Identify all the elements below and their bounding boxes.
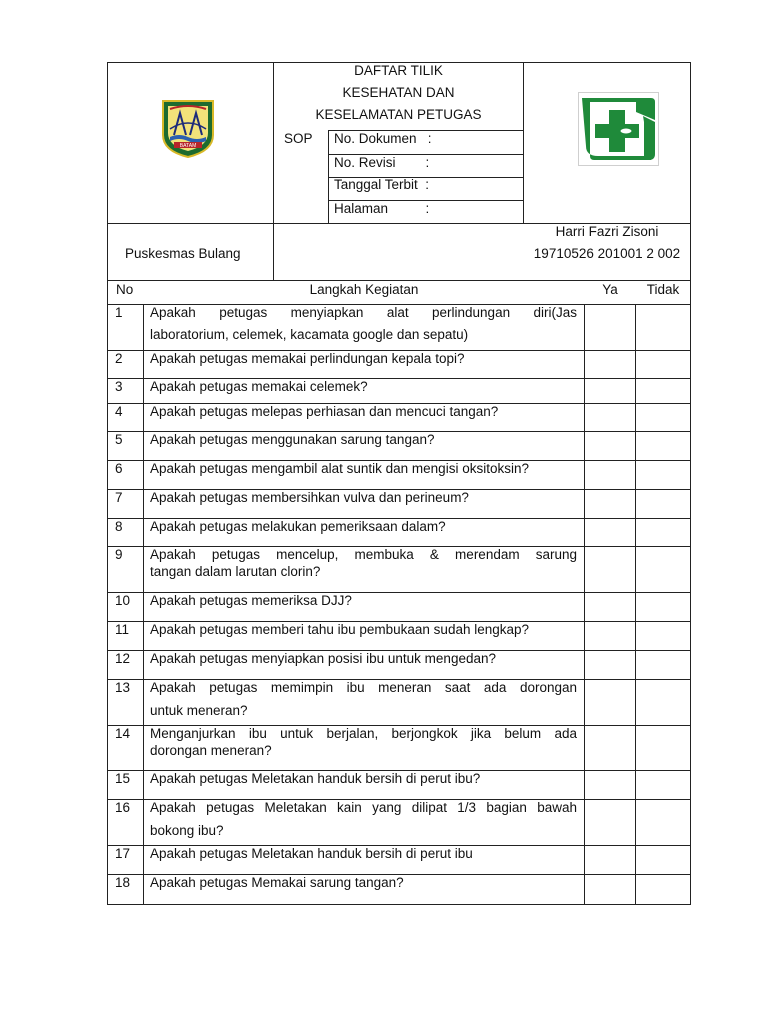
- frame-right-line: [690, 62, 691, 905]
- row-number: 12: [115, 651, 131, 666]
- col-header-activity: Langkah Kegiatan: [309, 282, 419, 297]
- row-number: 11: [115, 622, 130, 637]
- row-question: Apakah petugas Meletakan handuk bersih di perut ibu: [150, 846, 473, 861]
- frame-left-line: [107, 62, 108, 905]
- row-question: Apakah petugas memeriksa DJJ?: [150, 593, 352, 608]
- signatory-name: Harri Fazri Zisoni: [555, 224, 659, 239]
- city-crest-logo: [160, 99, 216, 159]
- row-question: tangan dalam larutan clorin?: [150, 564, 321, 579]
- row-question: Apakah petugas mengambil alat suntik dan mengisi oksitoksin?: [150, 461, 529, 476]
- row-question: Apakah petugas melepas perhiasan dan mencuci tangan?: [150, 404, 499, 419]
- row-number: 4: [115, 404, 123, 419]
- table-bottom-line: [107, 904, 691, 905]
- row-question: bokong ibu?: [150, 823, 224, 838]
- city-crest-icon: [160, 99, 216, 159]
- row-number: 15: [115, 771, 131, 786]
- row-question: Apakah petugas menggunakan sarung tangan?: [150, 432, 435, 447]
- row-number: 5: [115, 432, 123, 447]
- row-question: Apakah petugas membersihkan vulva dan perineum?: [150, 490, 469, 505]
- row-question: Apakah petugas memberi tahu ibu pembukaan sudah lengkap?: [150, 622, 530, 637]
- row-number: 13: [115, 680, 131, 695]
- signatory-nip: 19710526 201001 2 002: [533, 246, 681, 261]
- col-header-tidak: Tidak: [646, 282, 680, 297]
- title-line-3: KESELAMATAN PETUGAS: [315, 107, 482, 122]
- institution-name: Puskesmas Bulang: [125, 246, 241, 261]
- row-question: Apakah petugas memakai perlindungan kepala topi?: [150, 351, 465, 366]
- sop-label: SOP: [284, 131, 313, 146]
- title-line-1: DAFTAR TILIK: [354, 63, 443, 78]
- row-number: 3: [115, 379, 123, 394]
- row-number: 8: [115, 519, 123, 534]
- revision-field: No. Revisi :: [334, 155, 430, 170]
- title-line-2: KESEHATAN DAN: [342, 85, 455, 100]
- row-number: 2: [115, 351, 123, 366]
- row-question: dorongan meneran?: [150, 743, 272, 758]
- issue-date-field: Tanggal Terbit :: [334, 177, 430, 192]
- svg-text:BATAM: BATAM: [179, 143, 197, 149]
- row-number: 10: [115, 593, 131, 608]
- row-question: untuk meneran?: [150, 703, 248, 718]
- header-divider-right: [523, 62, 524, 223]
- col-divider-ya: [584, 304, 585, 905]
- row-question: laboratorium, celemek, kacamata google dan sepatu): [150, 327, 469, 342]
- institution-bottom-line: [107, 280, 691, 281]
- col-header-yes: Ya: [602, 282, 618, 297]
- page-field: Halaman :: [334, 201, 430, 216]
- puskesmas-logo: [578, 92, 659, 166]
- row-number: 7: [115, 490, 123, 505]
- row-number: 9: [115, 547, 123, 562]
- row-question: Apakah petugas menyiapkan posisi ibu untuk mengedan?: [150, 651, 496, 666]
- col-divider-no: [143, 304, 144, 905]
- row-question: Menganjurkan ibu untuk berjalan, berjongkok jika belum ada: [150, 726, 577, 741]
- row-number: 16: [115, 800, 131, 815]
- row-number: 17: [115, 846, 131, 861]
- row-question: Apakah petugas melakukan pemeriksaan dalam?: [150, 519, 446, 534]
- health-cross-icon: [578, 92, 659, 166]
- col-header-no: No: [116, 282, 134, 297]
- row-question: Apakah petugas Memakai sarung tangan?: [150, 875, 404, 890]
- row-question: Apakah petugas Meletakan handuk bersih di perut ibu?: [150, 771, 481, 786]
- doc-number-field: No. Dokumen :: [334, 131, 432, 146]
- row-number: 1: [115, 305, 123, 320]
- row-question: Apakah petugas memakai celemek?: [150, 379, 368, 394]
- row-number: 6: [115, 461, 123, 476]
- row-question: Apakah petugas Meletakan kain yang dilipat 1/3 bagian bawah: [150, 800, 577, 815]
- col-divider-tidak: [635, 304, 636, 905]
- row-number: 18: [115, 875, 131, 890]
- row-question: Apakah petugas memimpin ibu meneran saat ada dorongan: [150, 680, 577, 695]
- row-number: 14: [115, 726, 131, 741]
- row-question: Apakah petugas mencelup, membuka & merendam sarung: [150, 547, 577, 562]
- row-question: Apakah petugas menyiapkan alat perlindungan diri(Jas: [150, 305, 577, 320]
